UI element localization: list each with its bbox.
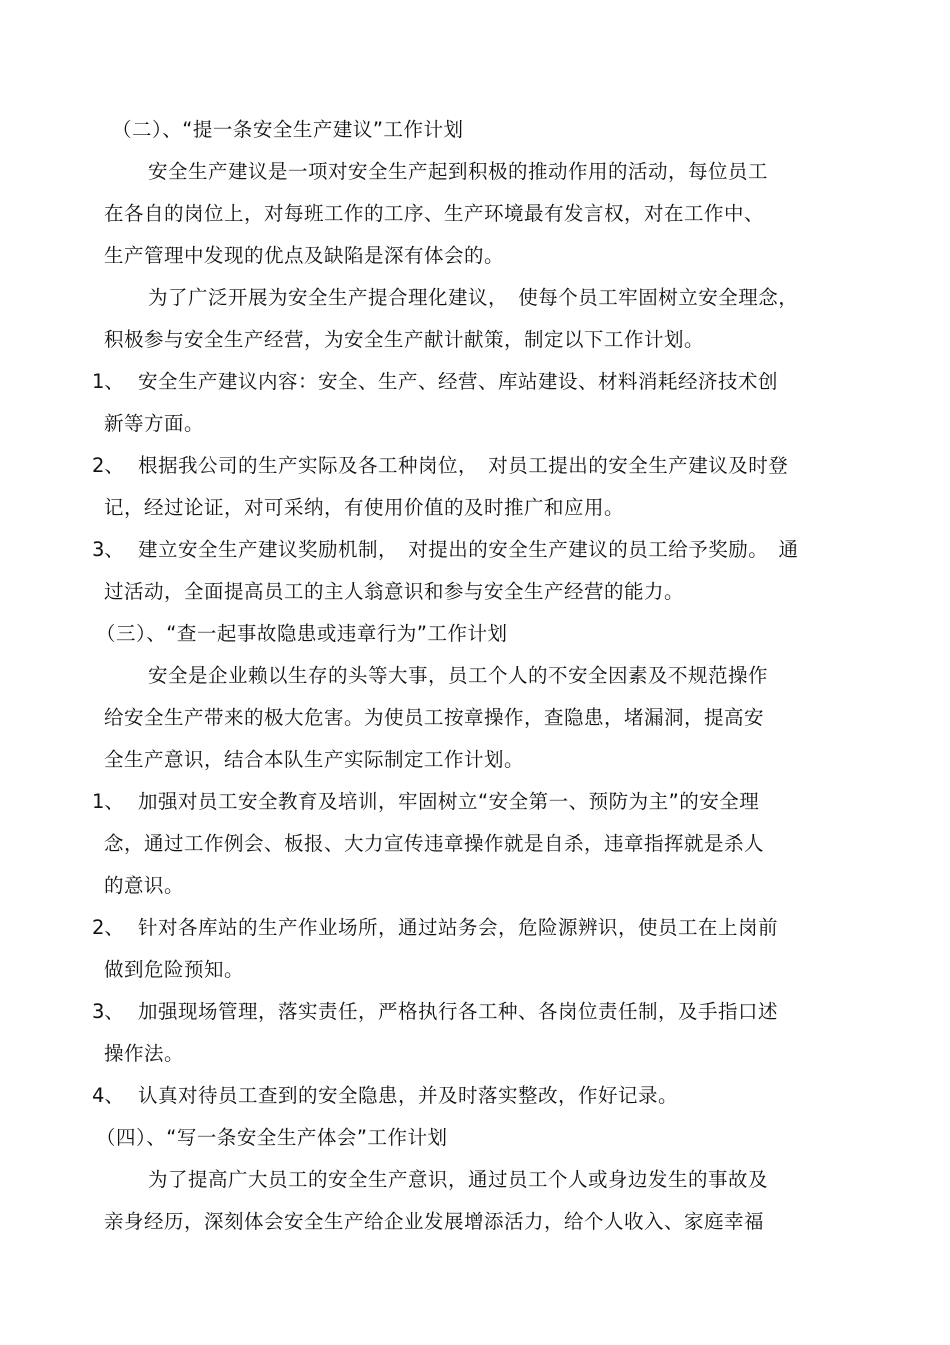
list-item-line: 操作法。 — [104, 1042, 185, 1065]
list-number: 4、 — [92, 1084, 124, 1107]
paragraph-line: 亲身经历，深刻体会安全生产给企业发展增添活力，给个人收入、家庭幸福 — [104, 1210, 765, 1233]
list-item-line: 认真对待员工查到的安全隐患，并及时落实整改，作好记录。 — [138, 1084, 679, 1107]
list-item-line: 做到危险预知。 — [104, 958, 245, 981]
paragraph-line: 安全生产建议是一项对安全生产起到积极的推动作用的活动，每位员工 — [148, 160, 769, 183]
list-item-line: 的意识。 — [104, 874, 185, 897]
list-number: 2、 — [92, 454, 124, 477]
paragraph-line: 生产管理中发现的优点及缺陷是深有体会的。 — [104, 244, 505, 267]
list-item-line: 安全生产建议内容：安全、生产、经营、库站建设、材料消耗经济技术创 — [138, 370, 779, 393]
list-item-line: 建立安全生产建议奖励机制， 对提出的安全生产建议的员工给予奖励。 通 — [138, 538, 799, 561]
list-item-line: 加强现场管理，落实责任，严格执行各工种、各岗位责任制，及手指口述 — [138, 1000, 779, 1023]
paragraph-line: 给安全生产带来的极大危害。为使员工按章操作，查隐患，堵漏洞，提高安 — [104, 706, 765, 729]
list-item-line: 念，通过工作例会、板报、大力宣传违章操作就是自杀，违章指挥就是杀人 — [104, 832, 765, 855]
list-number: 3、 — [92, 1000, 124, 1023]
paragraph-line: 安全是企业赖以生存的头等大事，员工个人的不安全因素及不规范操作 — [148, 664, 769, 687]
list-item-line: 根据我公司的生产实际及各工种岗位， 对员工提出的安全生产建议及时登 — [138, 454, 789, 477]
paragraph-line: 全生产意识，结合本队生产实际制定工作计划。 — [104, 748, 525, 771]
list-item-line: 加强对员工安全教育及培训，牢固树立“安全第一、预防为主”的安全理 — [138, 790, 760, 813]
list-number: 1、 — [92, 790, 124, 813]
section-heading-3: （三）、“查一起事故隐患或违章行为”工作计划 — [96, 622, 508, 645]
section-heading-2: （二）、“提一条安全生产建议”工作计划 — [112, 118, 464, 141]
paragraph-line: 在各自的岗位上，对每班工作的工序、生产环境最有发言权，对在工作中、 — [104, 202, 765, 225]
list-number: 3、 — [92, 538, 124, 561]
list-item-line: 针对各库站的生产作业场所，通过站务会，危险源辨识，使员工在上岗前 — [138, 916, 779, 939]
paragraph-line: 为了提高广大员工的安全生产意识，通过员工个人或身边发生的事故及 — [148, 1168, 769, 1191]
paragraph-line: 为了广泛开展为安全生产提合理化建议， 使每个员工牢固树立安全理念， — [148, 286, 799, 309]
section-heading-4: （四）、“写一条安全生产体会”工作计划 — [96, 1126, 448, 1149]
list-item-line: 新等方面。 — [104, 412, 205, 435]
list-item-line: 过活动，全面提高员工的主人翁意识和参与安全生产经营的能力。 — [104, 580, 685, 603]
list-number: 2、 — [92, 916, 124, 939]
list-number: 1、 — [92, 370, 124, 393]
paragraph-line: 积极参与安全生产经营，为安全生产献计献策，制定以下工作计划。 — [104, 328, 705, 351]
list-item-line: 记，经过论证，对可采纳，有使用价值的及时推广和应用。 — [104, 496, 625, 519]
